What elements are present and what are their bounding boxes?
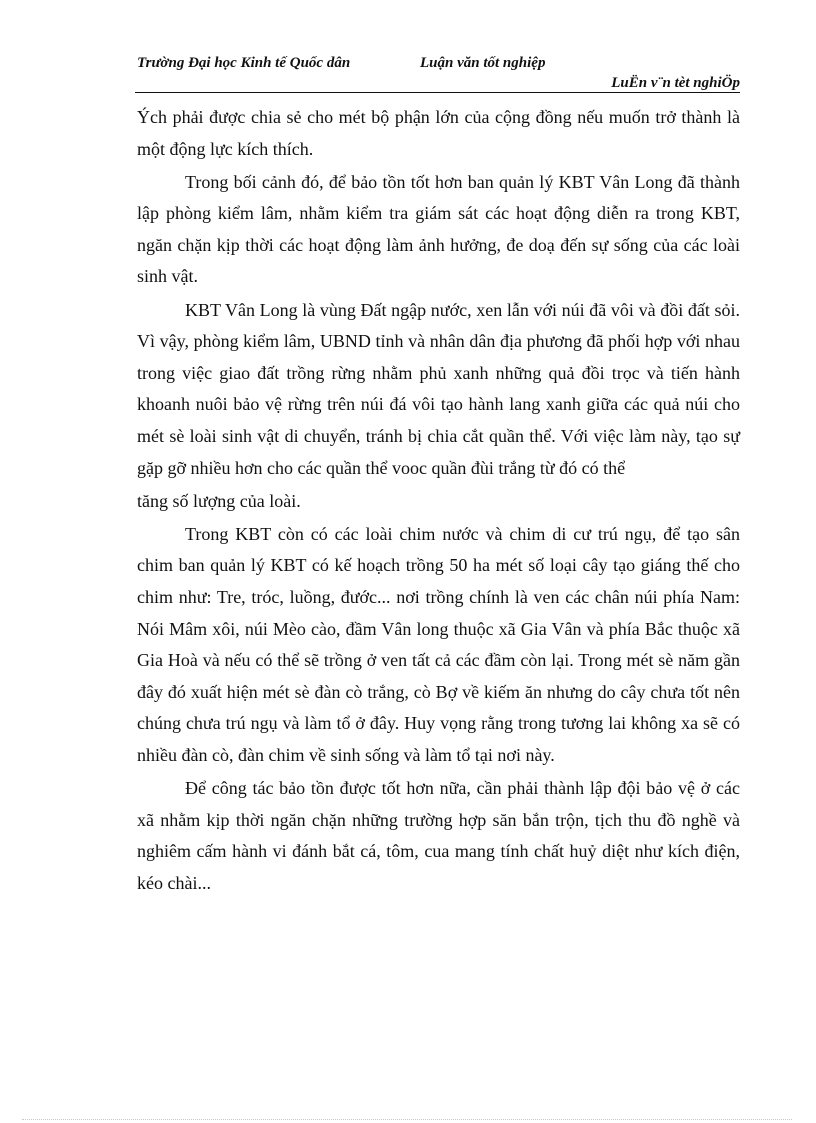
paragraph-protection-team: Để công tác bảo tồn được tốt hơn nữa, cần phải thành lập đội bảo vệ ở các xã nhằm kịp thời ngăn chặn những trường hợp săn bắn trộn, tịch thu đồ nghề và nghiêm cấm hành vi đánh bắt cá, tôm, cua mang tính chất huỷ diệt như kích điện, kéo chài...: [137, 777, 740, 893]
header-thesis-title-garbled: LuËn v¨n tèt nghiÖp: [611, 75, 740, 91]
body-text: [137, 102, 740, 901]
header-school-name: Trường Đại học Kinh tế Quốc dân: [137, 55, 351, 71]
paragraph-bird-sanctuary: Trong KBT còn có các loài chim nước và chim di cư trú ngụ, để tạo sân chim ban quản lý KBT có kế hoạch trồng 50 ha mét số loại cây tạo giáng thế cho chim như: Tre, tróc, luồng, đước... nơi trồng chính là ven các chân núi phía Nam: Nói Mâm xôi, núi Mèo cào, đầm Vân long thuộc xã Gia Vân và phía Bắc thuộc xã Gia Hoà và nếu có thể sẽ trồng ở ven tất cả các đầm còn lại. Trong mét sè năm gần đây đó xuất hiện mét sè đàn cò trắng, cò Bợ về kiếm ăn nhưng do cây chưa tốt nên chúng chưa trú ngụ và làm tổ ở đây. Huy vọng rằng trong tương lai không xa sẽ có nhiều đàn cò, đàn chim về sinh sống và làm tổ tại nơi này.: [137, 523, 740, 765]
paragraph-ranger-station: Trong bối cảnh đó, để bảo tồn tốt hơn ban quản lý KBT Vân Long đã thành lập phòng kiểm lâm, nhằm kiểm tra giám sát các hoạt động diễn ra trong KBT, ngăn chặn kịp thời các hoạt động làm ảnh hưởng, đe doạ đến sự sống của các loài sinh vật.: [137, 171, 740, 287]
paragraph-population-line: tăng số lượng của loài.: [137, 490, 301, 511]
header-divider: [135, 92, 740, 93]
paragraph-wetland-corridor: KBT Vân Long là vùng Đất ngập nước, xen lẫn với núi đã vôi và đồi đất sỏi. Vì vậy, phòng kiểm lâm, UBND tỉnh và nhân dân địa phương đã phối hợp với nhau trong việc giao đất trồng rừng nhằm phủ xanh những quả đồi trọc và tiến hành khoanh nuôi bảo vệ rừng trên núi đá vôi tạo hành lang xanh giữa các quả núi cho mét sè loài sinh vật di chuyển, tránh bị chia cắt quần thể. Với việc làm này, tạo sự gặp gỡ nhiều hơn cho các quần thể vooc quần đùi trắng từ đó có thể: [137, 299, 740, 478]
header-thesis-title: Luận văn tốt nghiệp: [420, 55, 546, 71]
paragraph-continuation: Ých phải được chia sẻ cho mét bộ phận lớn của cộng đồng nếu muốn trở thành là một động lực kích thích.: [137, 107, 740, 159]
footer-dotted-rule: [22, 1119, 792, 1120]
